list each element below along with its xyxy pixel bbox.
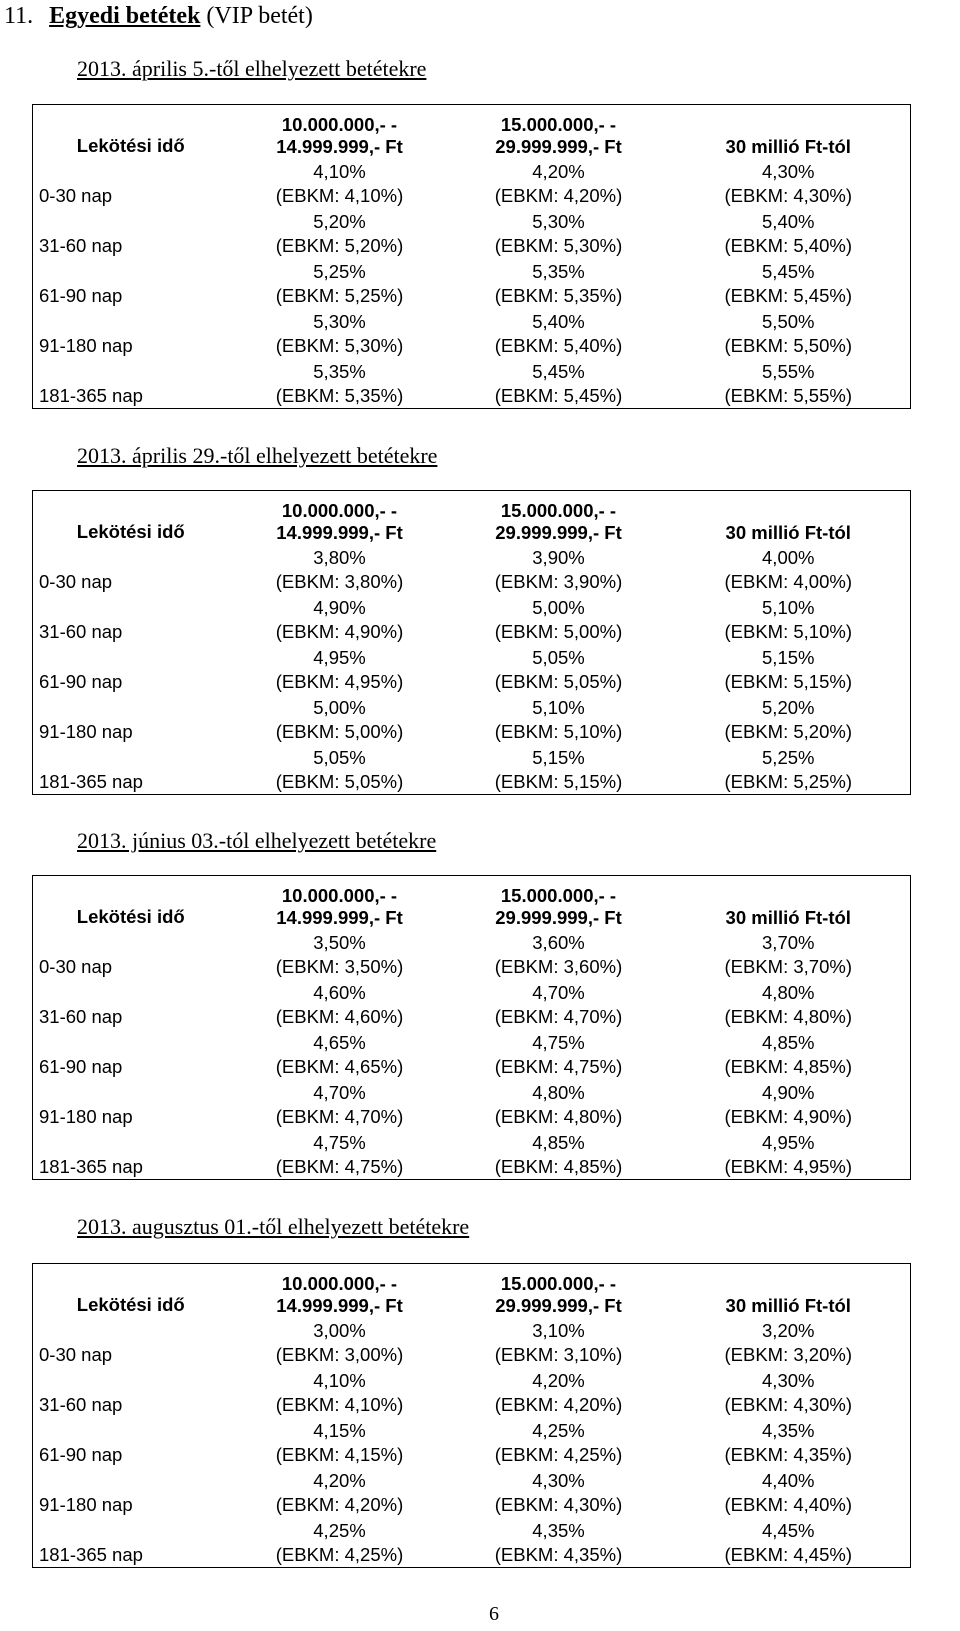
- rate-cell: [229, 744, 451, 795]
- period-label: 181-365 nap: [39, 385, 143, 406]
- rate-value: 4,25%: [532, 1420, 585, 1441]
- rate-value: 5,05%: [313, 747, 366, 768]
- rate-cell: [451, 644, 667, 694]
- page-number: 6: [489, 1603, 499, 1625]
- period-label: 181-365 nap: [39, 771, 143, 792]
- rate-cell: [229, 979, 451, 1029]
- period-label: 181-365 nap: [39, 1544, 143, 1565]
- rate-cell: [667, 1129, 911, 1180]
- document-heading: [4, 2, 313, 30]
- rate-cell: [451, 694, 667, 744]
- heading-number: 11.: [4, 3, 34, 29]
- rate-value: 4,20%: [313, 1470, 366, 1491]
- ebkm-value: (EBKM: 5,00%): [275, 721, 404, 742]
- ebkm-value: (EBKM: 5,55%): [724, 385, 852, 406]
- rate-value: 5,25%: [313, 261, 366, 282]
- rate-value: 5,15%: [532, 747, 585, 768]
- rate-value: 4,90%: [313, 597, 366, 618]
- period-label: 91-180 nap: [39, 335, 133, 356]
- rate-value: 4,00%: [762, 547, 815, 568]
- ebkm-value: (EBKM: 4,10%): [275, 1394, 404, 1415]
- rate-value: 3,10%: [532, 1320, 585, 1341]
- rate-value: 4,20%: [532, 161, 585, 182]
- rate-value: 5,10%: [532, 697, 585, 718]
- ebkm-value: (EBKM: 4,80%): [494, 1106, 623, 1127]
- rate-value: 5,30%: [313, 311, 366, 332]
- rate-value: 4,85%: [762, 1032, 815, 1053]
- rate-cell: [667, 1517, 911, 1568]
- rate-value: 5,45%: [762, 261, 815, 282]
- rate-cell: [229, 1367, 451, 1417]
- rate-value: 4,15%: [313, 1420, 366, 1441]
- rate-cell: [229, 258, 451, 308]
- table-row: [33, 358, 911, 409]
- header-tier-1: [229, 876, 451, 930]
- rate-value: 4,60%: [313, 982, 366, 1003]
- ebkm-value: (EBKM: 4,90%): [724, 1106, 852, 1127]
- ebkm-value: (EBKM: 4,70%): [275, 1106, 404, 1127]
- rate-cell: [451, 1029, 667, 1079]
- rate-cell: [451, 358, 667, 409]
- rate-cell: [229, 694, 451, 744]
- rate-value: 5,40%: [762, 211, 815, 232]
- section-title: 2013. június 03.-tól elhelyezett betétekre: [77, 828, 437, 853]
- rate-value: 5,55%: [762, 361, 815, 382]
- ebkm-value: (EBKM: 5,10%): [724, 621, 852, 642]
- ebkm-value: (EBKM: 5,45%): [494, 385, 623, 406]
- table-row: [33, 929, 911, 979]
- section-title: 2013. április 5.-től elhelyezett betétekre: [77, 56, 427, 81]
- ebkm-value: (EBKM: 4,20%): [494, 1394, 623, 1415]
- rate-value: 4,35%: [762, 1420, 815, 1441]
- rate-value: 4,30%: [532, 1470, 585, 1491]
- ebkm-value: (EBKM: 4,75%): [494, 1056, 623, 1077]
- ebkm-value: (EBKM: 5,15%): [494, 771, 623, 792]
- ebkm-value: (EBKM: 3,20%): [724, 1344, 852, 1365]
- period-label: 91-180 nap: [39, 1106, 133, 1127]
- rate-value: 5,40%: [532, 311, 585, 332]
- header-tier-1: [229, 491, 451, 545]
- rate-value: 4,40%: [762, 1470, 815, 1491]
- period-label: 31-60 nap: [39, 1006, 123, 1027]
- rate-cell: [451, 594, 667, 644]
- ebkm-value: (EBKM: 3,10%): [494, 1344, 623, 1365]
- ebkm-value: (EBKM: 5,30%): [275, 335, 404, 356]
- rate-cell: [667, 694, 911, 744]
- rate-cell: [229, 1079, 451, 1129]
- header-tier-2-line-1: 15.000.000,- -: [500, 1273, 617, 1294]
- header-row: [33, 876, 911, 930]
- rate-cell: [667, 644, 911, 694]
- section-title: 2013. április 29.-től elhelyezett betétekre: [77, 443, 438, 468]
- header-row: [33, 491, 911, 545]
- ebkm-value: (EBKM: 5,30%): [494, 235, 623, 256]
- rate-cell: [451, 1417, 667, 1467]
- rate-cell: [229, 644, 451, 694]
- rate-cell: [667, 1317, 911, 1367]
- header-period: Lekötési idő: [76, 521, 185, 542]
- table-row: [33, 258, 911, 308]
- rate-value: 4,30%: [762, 1370, 815, 1391]
- ebkm-value: (EBKM: 5,40%): [494, 335, 623, 356]
- header-tier-2-line-1: 15.000.000,- -: [500, 885, 617, 906]
- header-period: Lekötési idő: [76, 135, 185, 156]
- rate-value: 4,95%: [762, 1132, 815, 1153]
- ebkm-value: (EBKM: 4,15%): [275, 1444, 404, 1465]
- header-tier-1-line-2: 14.999.999,- Ft: [276, 522, 403, 543]
- rate-cell: [229, 1417, 451, 1467]
- ebkm-value: (EBKM: 3,00%): [275, 1344, 404, 1365]
- rate-value: 5,00%: [532, 597, 585, 618]
- ebkm-value: (EBKM: 4,60%): [275, 1006, 404, 1027]
- rate-cell: [451, 158, 667, 208]
- ebkm-value: (EBKM: 5,05%): [275, 771, 404, 792]
- rate-table: [32, 1263, 911, 1568]
- ebkm-value: (EBKM: 4,25%): [494, 1444, 623, 1465]
- ebkm-value: (EBKM: 4,10%): [275, 185, 404, 206]
- header-tier-1-line-1: 10.000.000,- -: [281, 885, 398, 906]
- rate-value: 4,85%: [532, 1132, 585, 1153]
- rate-value: 4,35%: [532, 1520, 585, 1541]
- rate-value: 5,10%: [762, 597, 815, 618]
- period-label: 0-30 nap: [39, 571, 113, 592]
- ebkm-value: (EBKM: 3,80%): [275, 571, 404, 592]
- ebkm-value: (EBKM: 4,85%): [494, 1156, 623, 1177]
- ebkm-value: (EBKM: 4,40%): [724, 1494, 852, 1515]
- header-tier-3: 30 millió Ft-tól: [725, 1295, 851, 1316]
- rate-cell: [451, 744, 667, 795]
- ebkm-value: (EBKM: 4,95%): [724, 1156, 852, 1177]
- rate-cell: [451, 929, 667, 979]
- period-label: 31-60 nap: [39, 235, 123, 256]
- rate-cell: [667, 1467, 911, 1517]
- table-row: [33, 544, 911, 594]
- period-label: 31-60 nap: [39, 621, 123, 642]
- rate-cell: [229, 158, 451, 208]
- rate-cell: [451, 258, 667, 308]
- table-row: [33, 644, 911, 694]
- rate-value: 5,45%: [532, 361, 585, 382]
- rate-value: 4,70%: [532, 982, 585, 1003]
- rate-value: 3,00%: [313, 1320, 366, 1341]
- ebkm-value: (EBKM: 5,25%): [275, 285, 404, 306]
- ebkm-value: (EBKM: 5,45%): [724, 285, 852, 306]
- rate-value: 4,45%: [762, 1520, 815, 1541]
- ebkm-value: (EBKM: 3,70%): [724, 956, 852, 977]
- rate-cell: [451, 1517, 667, 1568]
- rate-value: 3,80%: [313, 547, 366, 568]
- period-label: 0-30 nap: [39, 1344, 113, 1365]
- ebkm-value: (EBKM: 5,50%): [724, 335, 852, 356]
- rate-value: 5,50%: [762, 311, 815, 332]
- rate-cell: [667, 358, 911, 409]
- header-tier-2: [451, 105, 667, 159]
- header-tier-2-line-1: 15.000.000,- -: [500, 500, 617, 521]
- period-label: 91-180 nap: [39, 1494, 133, 1515]
- header-tier-1-line-2: 14.999.999,- Ft: [276, 907, 403, 928]
- rate-value: 3,60%: [532, 932, 585, 953]
- section-title: 2013. augusztus 01.-től elhelyezett betétekre: [77, 1214, 470, 1239]
- rate-cell: [667, 1029, 911, 1079]
- table-row: [33, 1517, 911, 1568]
- rate-value: 4,10%: [313, 161, 366, 182]
- rate-cell: [229, 1029, 451, 1079]
- rate-cell: [667, 1079, 911, 1129]
- rate-value: 5,35%: [532, 261, 585, 282]
- rate-cell: [667, 929, 911, 979]
- rate-value: 4,95%: [313, 647, 366, 668]
- ebkm-value: (EBKM: 5,20%): [724, 721, 852, 742]
- header-tier-3: 30 millió Ft-tól: [725, 907, 851, 928]
- header-tier-1-line-1: 10.000.000,- -: [281, 500, 398, 521]
- ebkm-value: (EBKM: 4,20%): [275, 1494, 404, 1515]
- table-row: [33, 308, 911, 358]
- table-row: [33, 1317, 911, 1367]
- rate-value: 3,20%: [762, 1320, 815, 1341]
- header-tier-1-line-2: 14.999.999,- Ft: [276, 1295, 403, 1316]
- ebkm-value: (EBKM: 4,20%): [494, 185, 623, 206]
- ebkm-value: (EBKM: 4,65%): [275, 1056, 404, 1077]
- rate-cell: [229, 308, 451, 358]
- period-label: 181-365 nap: [39, 1156, 143, 1177]
- rate-value: 4,20%: [532, 1370, 585, 1391]
- rate-table: [32, 875, 911, 1180]
- table-row: [33, 594, 911, 644]
- header-tier-2: [451, 491, 667, 545]
- header-tier-2-line-2: 29.999.999,- Ft: [495, 907, 622, 928]
- rate-cell: [667, 594, 911, 644]
- header-tier-3: 30 millió Ft-tól: [725, 136, 851, 157]
- ebkm-value: (EBKM: 3,50%): [275, 956, 404, 977]
- table-row: [33, 979, 911, 1029]
- ebkm-value: (EBKM: 4,80%): [724, 1006, 852, 1027]
- rate-value: 5,05%: [532, 647, 585, 668]
- rate-value: 4,65%: [313, 1032, 366, 1053]
- rate-cell: [451, 1467, 667, 1517]
- header-row: [33, 105, 911, 159]
- table-row: [33, 1367, 911, 1417]
- table-row: [33, 158, 911, 208]
- rate-value: 4,30%: [762, 161, 815, 182]
- rate-cell: [451, 208, 667, 258]
- table-row: [33, 1029, 911, 1079]
- rate-table: [32, 104, 911, 409]
- rate-cell: [451, 979, 667, 1029]
- rate-cell: [667, 208, 911, 258]
- rate-value: 4,70%: [313, 1082, 366, 1103]
- header-tier-1-line-1: 10.000.000,- -: [281, 1273, 398, 1294]
- heading-subtitle: (VIP betét): [206, 3, 313, 29]
- rate-cell: [229, 544, 451, 594]
- header-tier-1-line-1: 10.000.000,- -: [281, 114, 398, 135]
- rate-cell: [451, 1129, 667, 1180]
- ebkm-value: (EBKM: 4,95%): [275, 671, 404, 692]
- period-label: 61-90 nap: [39, 671, 123, 692]
- rate-value: 4,80%: [762, 982, 815, 1003]
- table-row: [33, 744, 911, 795]
- rate-value: 5,25%: [762, 747, 815, 768]
- rate-value: 5,30%: [532, 211, 585, 232]
- ebkm-value: (EBKM: 5,10%): [494, 721, 623, 742]
- period-label: 0-30 nap: [39, 956, 113, 977]
- rate-cell: [229, 358, 451, 409]
- ebkm-value: (EBKM: 4,30%): [494, 1494, 623, 1515]
- ebkm-value: (EBKM: 4,45%): [724, 1544, 852, 1565]
- ebkm-value: (EBKM: 4,35%): [724, 1444, 852, 1465]
- header-tier-2: [451, 1264, 667, 1318]
- rate-table: [32, 490, 911, 795]
- header-tier-3: 30 millió Ft-tól: [725, 522, 851, 543]
- ebkm-value: (EBKM: 4,75%): [275, 1156, 404, 1177]
- rate-value: 5,20%: [313, 211, 366, 232]
- rate-value: 4,90%: [762, 1082, 815, 1103]
- rate-cell: [667, 544, 911, 594]
- period-label: 61-90 nap: [39, 1444, 123, 1465]
- rate-value: 5,00%: [313, 697, 366, 718]
- period-label: 91-180 nap: [39, 721, 133, 742]
- rate-value: 4,75%: [532, 1032, 585, 1053]
- rate-cell: [229, 929, 451, 979]
- header-tier-1: [229, 1264, 451, 1318]
- table-row: [33, 1079, 911, 1129]
- rate-cell: [451, 1367, 667, 1417]
- ebkm-value: (EBKM: 4,25%): [275, 1544, 404, 1565]
- rate-value: 4,75%: [313, 1132, 366, 1153]
- rate-cell: [667, 258, 911, 308]
- ebkm-value: (EBKM: 4,30%): [724, 185, 852, 206]
- rate-value: 4,25%: [313, 1520, 366, 1541]
- ebkm-value: (EBKM: 4,90%): [275, 621, 404, 642]
- rate-cell: [667, 744, 911, 795]
- ebkm-value: (EBKM: 5,40%): [724, 235, 852, 256]
- header-tier-2: [451, 876, 667, 930]
- rate-cell: [667, 979, 911, 1029]
- rate-value: 5,15%: [762, 647, 815, 668]
- header-tier-1-line-2: 14.999.999,- Ft: [276, 136, 403, 157]
- ebkm-value: (EBKM: 4,85%): [724, 1056, 852, 1077]
- ebkm-value: (EBKM: 3,60%): [494, 956, 623, 977]
- ebkm-value: (EBKM: 4,00%): [724, 571, 852, 592]
- rate-value: 4,10%: [313, 1370, 366, 1391]
- rate-value: 3,70%: [762, 932, 815, 953]
- ebkm-value: (EBKM: 4,70%): [494, 1006, 623, 1027]
- table-row: [33, 1417, 911, 1467]
- ebkm-value: (EBKM: 5,35%): [275, 385, 404, 406]
- header-period: Lekötési idő: [76, 1294, 185, 1315]
- header-tier-2-line-2: 29.999.999,- Ft: [495, 522, 622, 543]
- ebkm-value: (EBKM: 5,05%): [494, 671, 623, 692]
- header-tier-2-line-1: 15.000.000,- -: [500, 114, 617, 135]
- table-row: [33, 1467, 911, 1517]
- rate-cell: [229, 1517, 451, 1568]
- rate-cell: [451, 544, 667, 594]
- ebkm-value: (EBKM: 4,35%): [494, 1544, 623, 1565]
- rate-value: 5,35%: [313, 361, 366, 382]
- rate-cell: [451, 1317, 667, 1367]
- header-tier-2-line-2: 29.999.999,- Ft: [495, 136, 622, 157]
- period-label: 61-90 nap: [39, 285, 123, 306]
- header-period: Lekötési idő: [76, 906, 185, 927]
- ebkm-value: (EBKM: 4,30%): [724, 1394, 852, 1415]
- rate-value: 3,90%: [532, 547, 585, 568]
- rate-cell: [451, 308, 667, 358]
- rate-cell: [667, 1367, 911, 1417]
- rate-value: 5,20%: [762, 697, 815, 718]
- rate-cell: [667, 1417, 911, 1467]
- rate-value: 3,50%: [313, 932, 366, 953]
- ebkm-value: (EBKM: 5,20%): [275, 235, 404, 256]
- rate-cell: [667, 308, 911, 358]
- header-tier-2-line-2: 29.999.999,- Ft: [495, 1295, 622, 1316]
- rate-value: 4,80%: [532, 1082, 585, 1103]
- heading-title: Egyedi betétek: [49, 3, 201, 29]
- ebkm-value: (EBKM: 5,15%): [724, 671, 852, 692]
- rate-cell: [229, 1317, 451, 1367]
- ebkm-value: (EBKM: 5,25%): [724, 771, 852, 792]
- table-row: [33, 694, 911, 744]
- period-label: 31-60 nap: [39, 1394, 123, 1415]
- table-row: [33, 1129, 911, 1180]
- table-row: [33, 208, 911, 258]
- rate-cell: [229, 1467, 451, 1517]
- ebkm-value: (EBKM: 3,90%): [494, 571, 623, 592]
- period-label: 0-30 nap: [39, 185, 113, 206]
- header-row: [33, 1264, 911, 1318]
- rate-cell: [667, 158, 911, 208]
- ebkm-value: (EBKM: 5,35%): [494, 285, 623, 306]
- header-tier-1: [229, 105, 451, 159]
- rate-cell: [229, 208, 451, 258]
- period-label: 61-90 nap: [39, 1056, 123, 1077]
- rate-cell: [229, 594, 451, 644]
- ebkm-value: (EBKM: 5,00%): [494, 621, 623, 642]
- rate-cell: [451, 1079, 667, 1129]
- rate-cell: [229, 1129, 451, 1180]
